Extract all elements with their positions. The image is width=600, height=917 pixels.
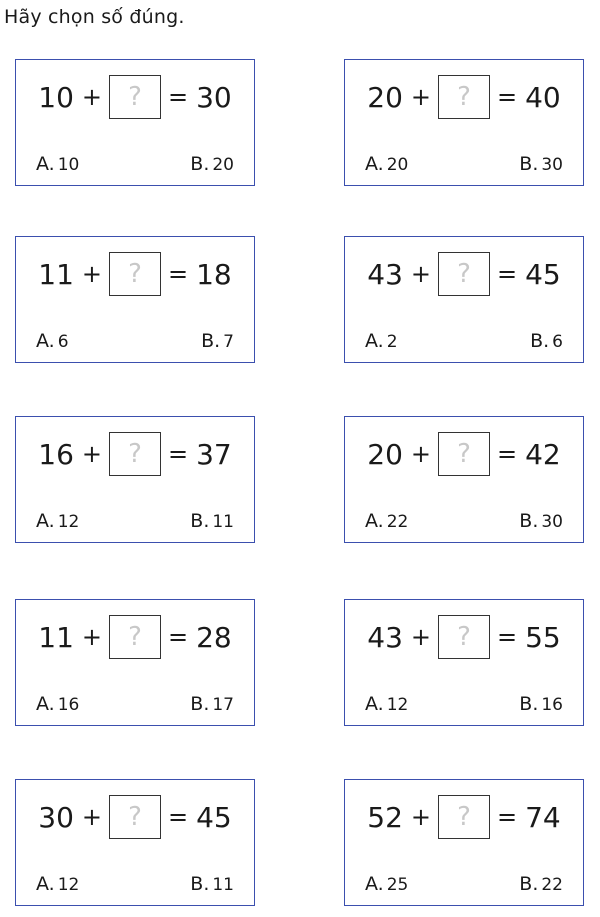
option-b-value: 17	[212, 695, 234, 715]
problem-card-2	[344, 59, 584, 186]
plus-sign: +	[81, 440, 102, 468]
option-b-label: B.	[190, 153, 210, 175]
option-a-label: A.	[36, 873, 55, 895]
sum: 30	[196, 80, 232, 114]
option-b[interactable]	[519, 510, 563, 532]
option-b-value: 11	[212, 875, 234, 895]
option-a[interactable]	[365, 873, 408, 895]
option-b[interactable]	[190, 153, 234, 175]
equation	[16, 429, 254, 479]
equation	[345, 612, 583, 662]
problem-card-10	[344, 779, 584, 906]
addend: 10	[38, 80, 74, 114]
plus-sign: +	[81, 803, 102, 831]
sum: 55	[525, 620, 561, 654]
option-b[interactable]	[530, 330, 563, 352]
question-mark: ?	[128, 802, 142, 832]
equals-sign: =	[497, 83, 518, 111]
option-a-value: 6	[57, 332, 69, 352]
question-mark: ?	[457, 802, 471, 832]
option-b-value: 20	[212, 155, 234, 175]
addend: 20	[367, 80, 403, 114]
question-mark: ?	[128, 259, 142, 289]
problem-card-9	[15, 779, 255, 906]
equation	[345, 249, 583, 299]
option-b[interactable]	[519, 693, 563, 715]
option-a-value: 22	[386, 512, 409, 532]
sum: 18	[196, 257, 232, 291]
problem-card-8	[344, 599, 584, 726]
instruction-text: Hãy chọn số đúng.	[4, 6, 185, 28]
sum: 42	[525, 437, 561, 471]
question-mark: ?	[457, 259, 471, 289]
option-a-value: 16	[57, 695, 80, 715]
option-a-value: 2	[386, 332, 398, 352]
option-a[interactable]	[365, 153, 408, 175]
equation	[16, 72, 254, 122]
question-mark: ?	[128, 439, 142, 469]
addend: 11	[38, 257, 74, 291]
option-b-value: 30	[541, 512, 563, 532]
addend: 43	[367, 620, 403, 654]
option-b-label: B.	[519, 693, 539, 715]
option-b-label: B.	[190, 693, 210, 715]
plus-sign: +	[410, 803, 431, 831]
addend: 20	[367, 437, 403, 471]
answer-box[interactable]	[438, 615, 490, 659]
option-b-label: B.	[519, 873, 539, 895]
answer-box[interactable]	[438, 252, 490, 296]
problem-card-4	[344, 236, 584, 363]
option-a[interactable]	[36, 693, 79, 715]
answer-box[interactable]	[109, 795, 161, 839]
option-a[interactable]	[36, 873, 79, 895]
sum: 28	[196, 620, 232, 654]
option-b[interactable]	[190, 510, 234, 532]
answer-box[interactable]	[438, 75, 490, 119]
plus-sign: +	[410, 83, 431, 111]
option-a[interactable]	[36, 153, 79, 175]
sum: 37	[196, 437, 232, 471]
option-b[interactable]	[190, 873, 234, 895]
problem-card-1	[15, 59, 255, 186]
sum: 74	[525, 800, 561, 834]
plus-sign: +	[410, 260, 431, 288]
plus-sign: +	[410, 623, 431, 651]
question-mark: ?	[128, 82, 142, 112]
option-a[interactable]	[365, 510, 408, 532]
option-a-label: A.	[365, 693, 384, 715]
equation	[345, 792, 583, 842]
option-b-value: 11	[212, 512, 234, 532]
option-b-value: 16	[541, 695, 563, 715]
equation	[16, 612, 254, 662]
plus-sign: +	[81, 623, 102, 651]
equals-sign: =	[497, 803, 518, 831]
option-a[interactable]	[365, 330, 398, 352]
option-b-value: 22	[541, 875, 563, 895]
option-a-value: 20	[386, 155, 409, 175]
option-b[interactable]	[190, 693, 234, 715]
option-a-label: A.	[365, 153, 384, 175]
plus-sign: +	[81, 83, 102, 111]
sum: 40	[525, 80, 561, 114]
plus-sign: +	[410, 440, 431, 468]
option-a-value: 10	[57, 155, 80, 175]
option-a[interactable]	[36, 510, 79, 532]
option-a-value: 12	[386, 695, 409, 715]
option-b[interactable]	[519, 153, 563, 175]
question-mark: ?	[457, 439, 471, 469]
sum: 45	[196, 800, 232, 834]
addend: 16	[38, 437, 74, 471]
addend: 11	[38, 620, 74, 654]
option-b-label: B.	[190, 873, 210, 895]
sum: 45	[525, 257, 561, 291]
addend: 43	[367, 257, 403, 291]
plus-sign: +	[81, 260, 102, 288]
equals-sign: =	[168, 83, 189, 111]
option-a-label: A.	[365, 330, 384, 352]
option-a-value: 12	[57, 512, 80, 532]
option-b-value: 6	[552, 332, 563, 352]
option-a-label: A.	[36, 510, 55, 532]
equation	[345, 72, 583, 122]
option-a-label: A.	[36, 153, 55, 175]
option-b-value: 7	[223, 332, 234, 352]
answer-box[interactable]	[438, 795, 490, 839]
problem-card-7	[15, 599, 255, 726]
option-a-label: A.	[365, 510, 384, 532]
equation	[16, 792, 254, 842]
answer-box[interactable]	[438, 432, 490, 476]
question-mark: ?	[457, 82, 471, 112]
equals-sign: =	[497, 623, 518, 651]
addend: 30	[38, 800, 74, 834]
equals-sign: =	[168, 623, 189, 651]
option-a-label: A.	[36, 330, 55, 352]
option-a-label: A.	[365, 873, 384, 895]
option-a-label: A.	[36, 693, 55, 715]
problem-card-3	[15, 236, 255, 363]
question-mark: ?	[457, 622, 471, 652]
option-b-label: B.	[530, 330, 550, 352]
equals-sign: =	[168, 260, 189, 288]
option-a-value: 25	[386, 875, 409, 895]
option-a-value: 12	[57, 875, 80, 895]
option-b-label: B.	[519, 510, 539, 532]
equals-sign: =	[497, 260, 518, 288]
addend: 52	[367, 800, 403, 834]
option-b-label: B.	[190, 510, 210, 532]
option-a[interactable]	[365, 693, 408, 715]
problem-card-5	[15, 416, 255, 543]
option-b-label: B.	[519, 153, 539, 175]
option-b-value: 30	[541, 155, 563, 175]
answer-box[interactable]	[109, 615, 161, 659]
answer-box[interactable]	[109, 432, 161, 476]
answer-box[interactable]	[109, 252, 161, 296]
equals-sign: =	[497, 440, 518, 468]
option-b[interactable]	[519, 873, 563, 895]
option-b[interactable]	[201, 330, 234, 352]
problem-card-6	[344, 416, 584, 543]
equation	[345, 429, 583, 479]
option-b-label: B.	[201, 330, 221, 352]
question-mark: ?	[128, 622, 142, 652]
equals-sign: =	[168, 803, 189, 831]
option-a[interactable]	[36, 330, 69, 352]
equals-sign: =	[168, 440, 189, 468]
equation	[16, 249, 254, 299]
answer-box[interactable]	[109, 75, 161, 119]
